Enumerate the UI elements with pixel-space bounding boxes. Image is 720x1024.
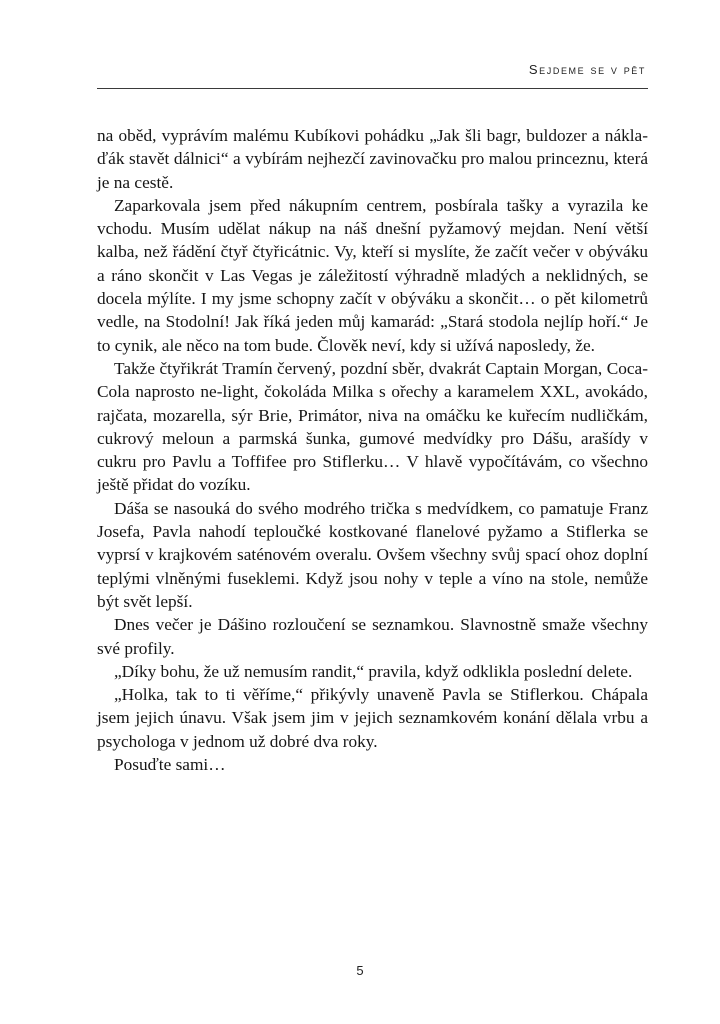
paragraph: na oběd, vyprávím malému Kubíkovi pohádku „Jak šli bagr, buldozer a náklaďák stavět dálnici“ a vybírám nejhezčí zavinovačku pro malou princeznu, která je na cestě. bbox=[97, 126, 648, 192]
paragraph: Dáša se nasouká do svého modrého trička s medvídkem, co pamatuje Franz Josefa, Pavla nahodí teploučké kostkované flanelové pyžamo a Stiflerka se vyprsí v krajkovém saténovém overalu. Ovšem všechny svůj spací ohoz doplní teplými vlněnými fuseklemi. Když jsou nohy v teple a víno na stole, nemůže být svět lepší. bbox=[97, 498, 648, 611]
paragraph: Takže čtyřikrát Tramín červený, pozdní sběr, dvakrát Captain Morgan, Coca-Cola naprosto ne-light, čokoláda Milka s ořechy a karamelem XXL, avokádo, rajčata, mozarella, sýr Brie, Primátor, niva na omáčku ke kuřecím nudličkám, cukrový meloun a parmská šunka, gumové medvídky pro Dášu, arašídy v cukru pro Pavlu a Toffifee pro Stiflerku… V hlavě vypočítávám, co všechno ještě přidat do vozíku. bbox=[97, 358, 648, 495]
body-text bbox=[97, 124, 648, 776]
running-title: Sejdeme se v pět bbox=[528, 62, 646, 77]
paragraph: Dnes večer je Dášino rozloučení se seznamkou. Slavnostně smaže všechny své profily. bbox=[97, 615, 648, 658]
paragraph: „Holka, tak to ti věříme,“ přikývly unaveně Pavla se Stiflerkou. Chápala jsem jejich únavu. Však jsem jim v jejich seznamkovém konání dělala vrbu a psychologa v jednom už dobré dva roky. bbox=[97, 685, 648, 751]
paragraph: Zaparkovala jsem před nákupním centrem, posbírala tašky a vyrazila ke vchodu. Musím udělat nákup na náš dnešní pyžamový mejdan. Není větší kalba, než řádění čtyř čtyřicátnic. Vy, kteří si myslíte, že začít večer v obýváku a ráno skončit v Las Vegas je záležitostí výhradně mladých a neklidných, se docela mýlíte. I my jsme schopny začít v obýváku a skončit… o pět kilometrů vedle, na Stodolní! Jak říká jeden můj kamarád: „Stará stodola nejlíp hoří.“ Je to cynik, ale něco na tom bude. Člověk neví, kdy si užívá naposledy, že. bbox=[97, 195, 648, 355]
paragraph: „Díky bohu, že už nemusím randit,“ pravila, když odklikla poslední delete. bbox=[114, 661, 633, 681]
page-number: 5 bbox=[356, 963, 364, 978]
running-header bbox=[97, 58, 648, 89]
paragraph: Posuďte sami… bbox=[114, 755, 226, 775]
